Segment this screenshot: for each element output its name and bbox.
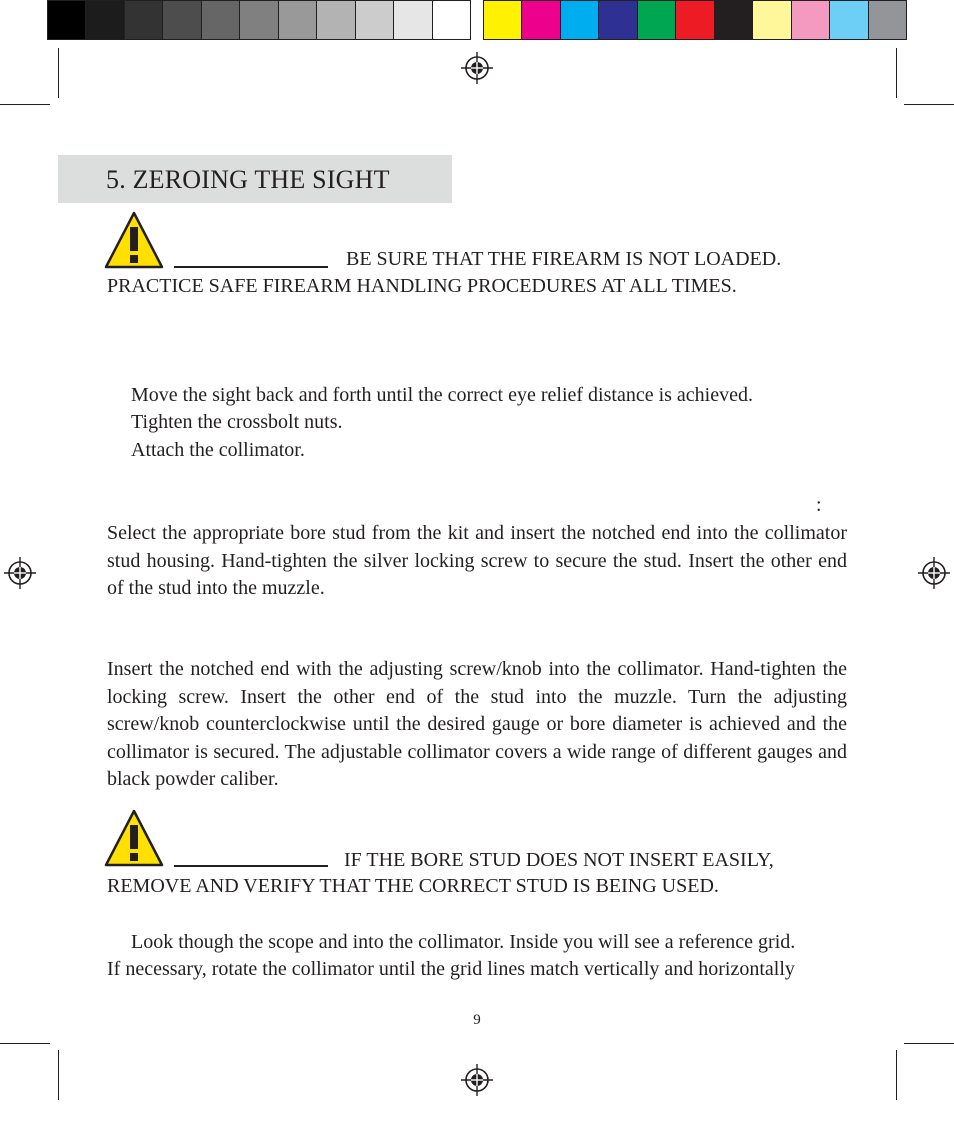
process-color-swatch xyxy=(484,1,522,39)
process-color-swatch xyxy=(638,1,676,39)
grayscale-swatch xyxy=(86,1,124,39)
crop-mark-bottom-left-vertical xyxy=(58,1050,59,1100)
registration-mark-bottom-icon xyxy=(461,1064,493,1096)
process-color-swatch xyxy=(753,1,791,39)
step-1: Move the sight back and forth until the correct eye relief distance is achieved. xyxy=(131,384,753,406)
process-color-swatch xyxy=(869,1,906,39)
process-color-swatch xyxy=(715,1,753,39)
grayscale-swatch xyxy=(202,1,240,39)
grayscale-color-bar xyxy=(47,0,471,40)
process-color-swatch xyxy=(676,1,714,39)
registration-mark-left-icon xyxy=(4,557,36,589)
warning-label-underline xyxy=(174,266,328,268)
process-color-swatch xyxy=(830,1,868,39)
warning-triangle-icon xyxy=(104,211,164,269)
registration-mark-top-icon xyxy=(461,52,493,84)
crop-mark-top-left-horizontal xyxy=(0,104,50,105)
step-3: Attach the collimator. xyxy=(131,439,305,461)
warning-1-line-1: BE SURE THAT THE FIREARM IS NOT LOADED. xyxy=(346,248,782,270)
crop-mark-bottom-left-horizontal xyxy=(0,1043,50,1044)
warning-label-underline xyxy=(174,865,328,867)
grayscale-swatch xyxy=(394,1,432,39)
section-heading: 5. ZEROING THE SIGHT xyxy=(106,165,390,194)
grayscale-swatch xyxy=(279,1,317,39)
process-color-swatch xyxy=(522,1,560,39)
crop-mark-top-left-vertical xyxy=(58,48,59,98)
bore-stud-paragraph: Select the appropriate bore stud from the kit and insert the notched end into the collimator stud housing. Hand-tighten the silver locking screw to secure the stud. Insert the other end of the stud into the muzzle. xyxy=(107,522,847,599)
grayscale-swatch xyxy=(48,1,86,39)
process-color-bar xyxy=(483,0,907,40)
registration-mark-right-icon xyxy=(918,557,950,589)
grayscale-swatch xyxy=(240,1,278,39)
process-color-swatch xyxy=(599,1,637,39)
adjustable-collimator-paragraph: Insert the notched end with the adjusting screw/knob into the collimator. Hand-tighten the locking screw. Insert the other end of the stud into the muzzle. Turn the adjusting screw/knob counterclockwise until the desired gauge or bore diameter is achieved and the collimator is secured. The adjustable collimator covers a wide range of different gauges and black powder caliber. xyxy=(107,658,847,790)
colon-mark: : xyxy=(816,494,822,516)
grayscale-swatch xyxy=(125,1,163,39)
process-color-swatch xyxy=(792,1,830,39)
grayscale-swatch xyxy=(356,1,394,39)
crop-mark-bottom-right-vertical xyxy=(896,1050,897,1100)
warning-2-line-2: REMOVE AND VERIFY THAT THE CORRECT STUD IS BEING USED. xyxy=(107,875,719,897)
grayscale-swatch xyxy=(163,1,201,39)
page-number: 9 xyxy=(473,1012,481,1028)
step-2: Tighten the crossbolt nuts. xyxy=(131,411,343,433)
look-paragraph-line-1: Look though the scope and into the collimator. Inside you will see a reference grid. xyxy=(131,931,796,953)
process-color-swatch xyxy=(561,1,599,39)
warning-triangle-icon xyxy=(104,809,164,867)
look-paragraph-line-2: If necessary, rotate the collimator until the grid lines match vertically and horizontally xyxy=(107,958,795,980)
warning-1-line-2: PRACTICE SAFE FIREARM HANDLING PROCEDURES AT ALL TIMES. xyxy=(107,275,737,297)
grayscale-swatch xyxy=(317,1,355,39)
crop-mark-top-right-vertical xyxy=(896,48,897,98)
grayscale-swatch xyxy=(433,1,470,39)
warning-2-line-1: IF THE BORE STUD DOES NOT INSERT EASILY, xyxy=(344,849,774,871)
crop-mark-top-right-horizontal xyxy=(904,104,954,105)
crop-mark-bottom-right-horizontal xyxy=(904,1043,954,1044)
